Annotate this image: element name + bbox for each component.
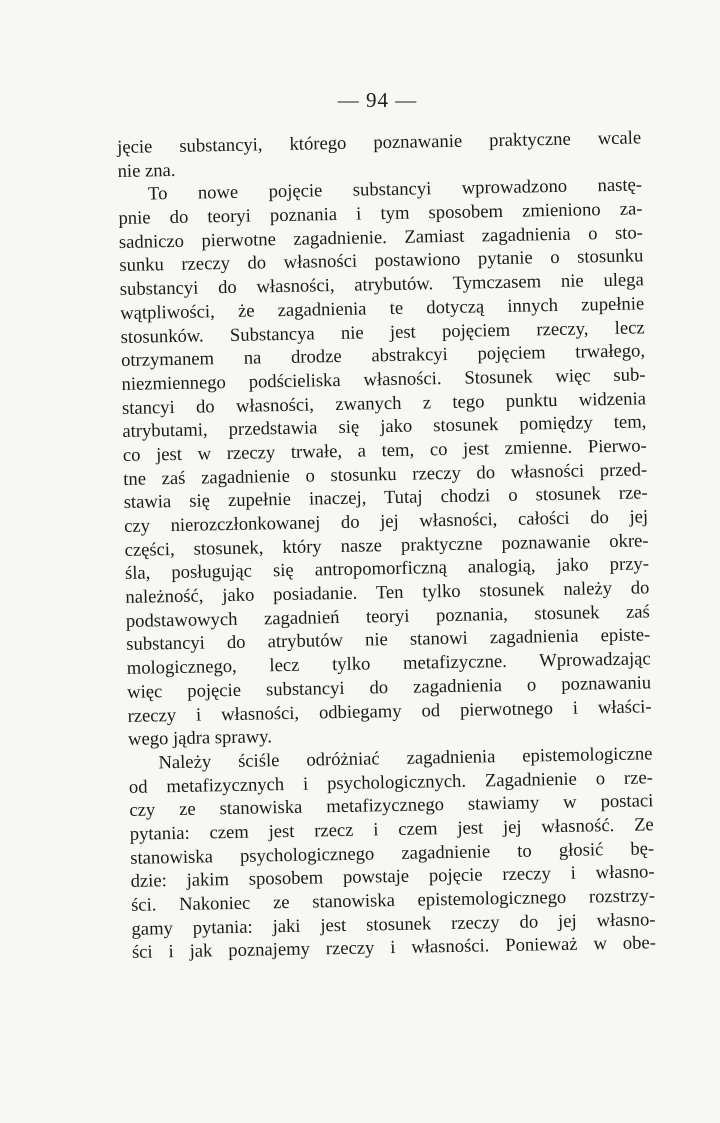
text-line: ści. Nakoniec ze stanowiska epistemologicznego rozstrzy-	[130, 885, 656, 916]
text-line: sadniczo pierwotne zagadnienie. Zamiast zagadnienia o sto-	[118, 222, 644, 253]
text-line: od metafizycznych i psychologicznych. Zagadnienie o rze-	[128, 766, 654, 798]
text-line: stawia się zupełnie inaczej, Tutaj chodzi o stosunek rze-	[123, 482, 648, 514]
text-line: substancyi do własności, atrybutów. Tymczasem nie ulega	[119, 269, 644, 301]
text-line: wego jądra sprawy.	[127, 726, 273, 751]
text-line: czy ze stanowiska metafizycznego stawiamy w postaci	[129, 790, 654, 822]
text-line: stancyi do własności, zwanych z tego punktu widzenia	[121, 387, 647, 419]
page-number: — 94 —	[337, 88, 418, 112]
text-line: sunku rzeczy do własności postawiono pytanie o stosunku	[119, 245, 644, 277]
text-line: podstawowych zagadnień teoryi poznania, stosunek zaś	[125, 601, 650, 632]
text-line: ści i jak poznajemy rzeczy i własności. Ponieważ w obe-	[131, 932, 657, 964]
text-line: stanowiska psychologicznego zagadnienie to głosić bę-	[130, 837, 655, 869]
text-line: otrzymanem na drodze abstrakcyi pojęciem trwałego,	[120, 340, 646, 372]
text-line: mologicznego, lecz tylko metafizyczne. Wprowadzając	[126, 648, 651, 680]
text-line: należność, jako posiadanie. Ten tylko stosunek należy do	[125, 577, 650, 608]
text-line: stosunków. Substancya nie jest pojęciem rzeczy, lecz	[120, 316, 645, 348]
text-line: gamy pytania: jaki jest stosunek rzeczy do jej własno-	[131, 908, 656, 940]
text-line: dzie: jakim sposobem powstaje pojęcie rzeczy i własno-	[130, 861, 655, 893]
text-line: czy nierozczłonkowanej do jej własności, całości do jej	[123, 506, 649, 537]
text-line: śla, posługując się antropomorficzną analogią, jako przy-	[124, 553, 650, 585]
body-text	[117, 126, 656, 965]
text-line: atrybutami, przedstawia się jako stosunek pomiędzy tem,	[122, 411, 647, 443]
text-line: substancyi do atrybutów nie stanowi zagadnienia episte-	[126, 624, 651, 656]
text-line: To nowe pojęcie substancyi wprowadzono nastę-	[147, 174, 643, 205]
text-line: pnie do teoryi poznania i tym sposobem zmieniono za-	[118, 198, 643, 230]
text-line: tne zaś zagadnienie o stosunku rzeczy do własności przed-	[123, 458, 648, 490]
text-line: więc pojęcie substancyi do zagadnienia o poznawaniu	[127, 672, 652, 703]
text-line: pytania: czem jest rzecz i czem jest jej własność. Ze	[129, 814, 654, 845]
text-line: rzeczy i własności, odbiegamy od pierwotnego i właści-	[127, 695, 652, 727]
text-line: niezmiennego podścieliska własności. Stosunek więc sub-	[121, 364, 646, 395]
text-line: wątpliwości, że zagadnienia te dotyczą innych zupełnie	[120, 293, 645, 324]
text-line: co jest w rzeczy trwałe, a tem, co jest zmienne. Pierwo-	[122, 435, 647, 466]
text-line: części, stosunek, który nasze praktyczne poznawanie okre-	[124, 530, 649, 561]
text-line: Należy ściśle odróżniać zagadnienia epistemologiczne	[158, 743, 653, 774]
text-line: nie zna.	[117, 159, 176, 182]
text-line: jęcie substancyi, którego poznawanie praktyczne wcale	[117, 127, 642, 158]
